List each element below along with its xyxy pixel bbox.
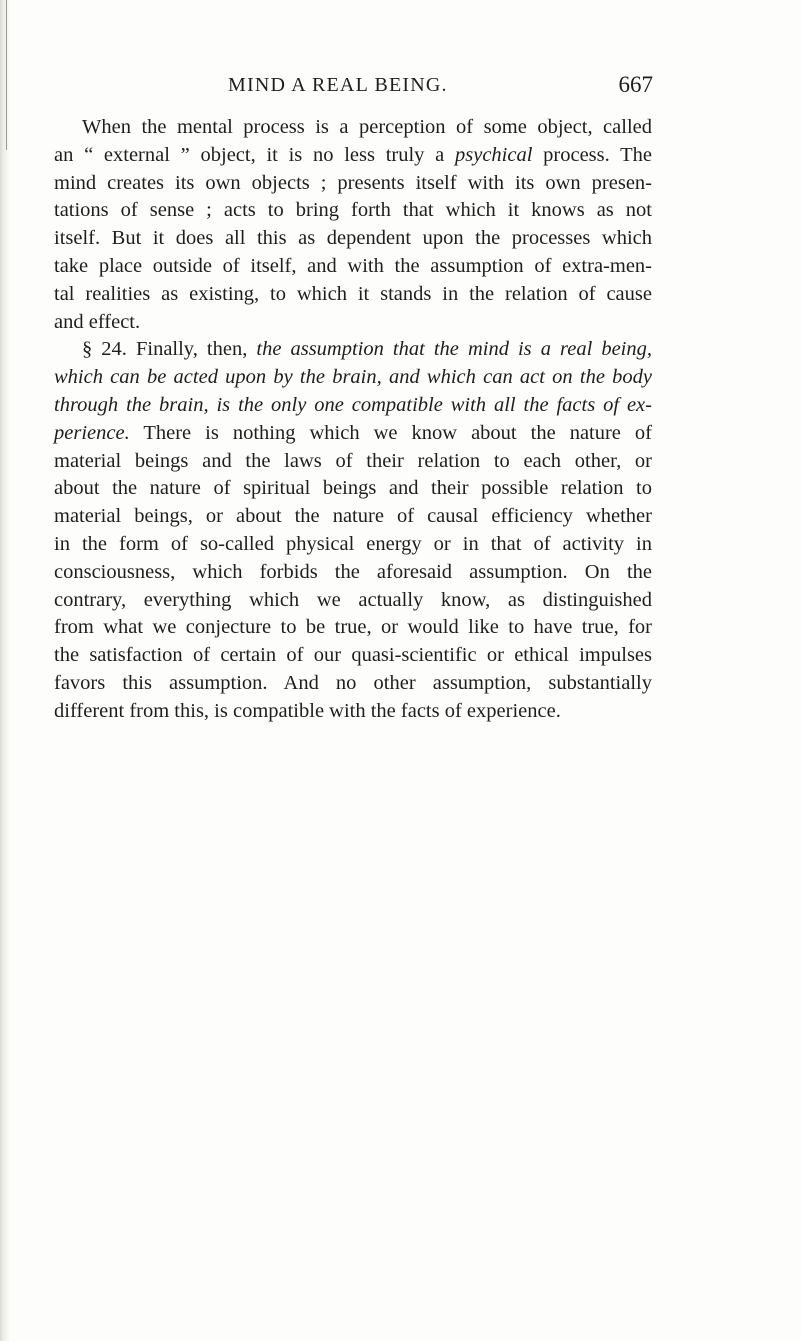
- text-line: [54, 364, 652, 392]
- text-run: tal realities as existing, to which it stands in the relation of cause: [54, 282, 652, 305]
- text-run: from what we conjecture to be true, or would like to have true, for: [54, 616, 652, 639]
- text-run: mind creates its own objects ; presents itself with its own presen-: [54, 171, 652, 194]
- text-line: [54, 587, 652, 615]
- body-text: [54, 114, 652, 726]
- text-line: [54, 170, 652, 198]
- text-run: tations of sense ; acts to bring forth that which it knows as not: [54, 199, 652, 222]
- text-run: consciousness, which forbids the aforesaid assumption. On the: [54, 560, 652, 583]
- paragraph: [54, 114, 652, 336]
- binding-line: [6, 0, 7, 150]
- page-header: [228, 74, 653, 102]
- text-run: contrary, everything which we actually know, as distinguished: [54, 588, 652, 611]
- text-run: the satisfaction of certain of our quasi-scientific or ethical impulses: [54, 644, 652, 667]
- text-line: [54, 420, 652, 448]
- italic-text-run: the assumption that the mind is a real being,: [256, 338, 652, 361]
- text-run: § 24. Finally, then,: [82, 338, 257, 361]
- text-run: an “ external ” object, it is no less truly a: [54, 143, 455, 166]
- text-run: material beings and the laws of their relation to each other, or: [54, 449, 652, 472]
- text-run: process. The: [532, 143, 652, 166]
- text-line: [54, 114, 652, 142]
- italic-text-run: which can be acted upon by the brain, and which can act on the body: [54, 366, 652, 389]
- text-line: [54, 197, 652, 225]
- italic-text-run: psychical: [455, 143, 533, 166]
- paragraph: [54, 336, 652, 725]
- text-line: [54, 475, 652, 503]
- text-line: [54, 642, 652, 670]
- text-line: [54, 698, 652, 726]
- text-line: [54, 670, 652, 698]
- text-line: [54, 253, 652, 281]
- running-head: MIND A REAL BEING.: [228, 74, 448, 96]
- text-run: and effect.: [54, 310, 141, 333]
- text-line: [54, 309, 652, 337]
- text-line: [54, 281, 652, 309]
- text-line: [54, 559, 652, 587]
- text-line: [54, 614, 652, 642]
- text-run: There is nothing which we know about the nature of: [129, 421, 652, 444]
- text-line: [54, 336, 652, 364]
- text-run: itself. But it does all this as dependent upon the processes which: [54, 227, 652, 250]
- page-binding-edge: [0, 0, 10, 1341]
- text-line: [54, 503, 652, 531]
- text-line: [54, 225, 652, 253]
- italic-text-run: through the brain, is the only one compatible with all the facts of ex-: [54, 393, 652, 416]
- text-line: [54, 531, 652, 559]
- text-run: about the nature of spiritual beings and their possible relation to: [54, 477, 652, 500]
- text-line: [54, 392, 652, 420]
- text-run: When the mental process is a perception of some object, called: [82, 116, 652, 138]
- text-line: [54, 142, 652, 170]
- italic-text-run: perience.: [54, 421, 130, 444]
- text-run: material beings, or about the nature of causal efficiency whether: [54, 505, 652, 528]
- text-run: favors this assumption. And no other assumption, substantially: [54, 671, 652, 694]
- page-number: 667: [618, 72, 653, 97]
- text-run: take place outside of itself, and with the assumption of extra-men-: [54, 254, 652, 277]
- text-line: [54, 448, 652, 476]
- text-run: in the form of so-called physical energy or in that of activity in: [54, 532, 652, 555]
- text-run: different from this, is compatible with the facts of experience.: [54, 699, 561, 722]
